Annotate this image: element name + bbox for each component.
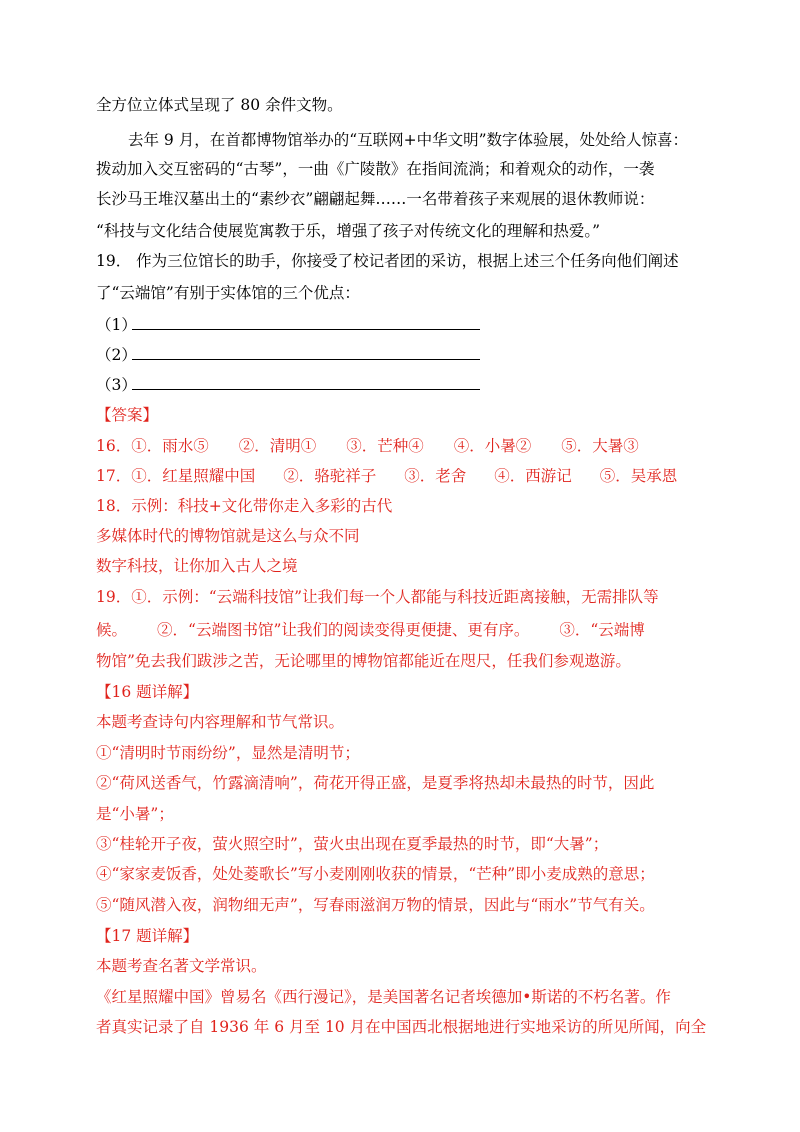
detail-17-intro: 本题考查名著文学常识。	[96, 957, 267, 975]
detail-17-line: 者真实记录了自 1936 年 6 月至 10 月在中国西北根据地进行实地采访的所见所闻，向全	[96, 1018, 707, 1036]
answer-item: 16．①．雨水⑤	[96, 437, 209, 455]
answer-19-line: 物馆”免去我们跋涉之苦，无论哪里的博物馆都能近在咫尺，任我们参观遨游。	[96, 652, 631, 670]
answer-blank	[96, 375, 480, 395]
answer-blank	[96, 315, 480, 335]
text-line: 去年 9 月，在首都博物馆举办的“互联网+中华文明”数字体验展，处处给人惊喜：	[128, 131, 689, 149]
answer-18-line: 数字科技，让你加入古人之境	[96, 557, 298, 575]
detail-17-header: 【17 题详解】	[96, 927, 199, 945]
answer-blank	[96, 345, 480, 365]
answer-item: ⑤．吴承恩	[599, 467, 678, 485]
detail-16-intro: 本题考查诗句内容理解和节气常识。	[96, 713, 345, 731]
answer-fragment: ②．“云端图书馆”让我们的阅读变得更便捷、更有序。	[157, 621, 530, 639]
detail-16-line: ③“桂轮开子夜，萤火照空时”，萤火虫出现在夏季最热的时节，即“大暑”；	[96, 835, 609, 853]
blank-number: （2）	[96, 346, 137, 364]
answer-item: ②．骆驼祥子	[283, 467, 377, 485]
answer-19: 19．①．示例：“云端科技馆”让我们每一个人都能与科技近距离接触，无需排队等	[96, 588, 659, 606]
answer-item: ③．老舍	[404, 467, 467, 485]
blank-line	[132, 375, 480, 390]
detail-16-line: ⑤“随风潜入夜，润物细无声”，写春雨滋润万物的情景，因此与“雨水”节气有关。	[96, 896, 655, 914]
answer-fragment: 候。	[96, 621, 128, 639]
answer-18: 18．示例：科技+文化带你走入多彩的古代	[96, 497, 393, 515]
text-line: “科技与文化结合使展览寓教于乐，增强了孩子对传统文化的理解和热爱。”	[96, 222, 601, 240]
answer-item: 17．①．红星照耀中国	[96, 467, 256, 485]
blank-line	[132, 345, 480, 360]
answer-item: ③．芒种④	[346, 437, 424, 455]
detail-17-line: 《红星照耀中国》曾易名《西行漫记》，是美国著名记者埃德加•斯诺的不朽名著。作	[96, 988, 671, 1006]
question-19: 19． 作为三位馆长的助手，你接受了校记者团的采访，根据上述三个任务向他们阐述	[96, 252, 679, 270]
blank-line	[132, 315, 480, 330]
answer-17	[96, 466, 677, 486]
blank-number: （3）	[96, 376, 137, 394]
answer-item: ②．清明①	[238, 437, 317, 455]
answer-item: ⑤．大暑③	[561, 437, 639, 455]
blank-number: （1）	[96, 316, 137, 334]
text-line: 长沙马王堆汉墓出土的“素纱衣”翩翩起舞……一名带着孩子来观展的退休教师说：	[96, 190, 655, 208]
answer-item: ④．西游记	[494, 467, 572, 485]
detail-16-line: ②“荷风送香气，竹露滴清响”，荷花开得正盛，是夏季将热却未最热的时节，因此	[96, 774, 655, 792]
text-line: 了“云端馆”有别于实体馆的三个优点：	[96, 284, 360, 302]
detail-16-line: ④“家家麦饭香，处处菱歌长”写小麦刚刚收获的情景，“芒种”即小麦成熟的意思；	[96, 865, 655, 883]
text-line: 拨动加入交互密码的“古琴”，一曲《广陵散》在指间流淌；和着观众的动作，一袭	[96, 160, 655, 178]
detail-16-line: 是“小暑”；	[96, 805, 174, 823]
answer-item: ④．小暑②	[453, 437, 532, 455]
answer-16	[96, 436, 639, 456]
text-line: 全方位立体式呈现了 80 余件文物。	[96, 96, 343, 114]
answer-fragment: ③．“云端博	[559, 621, 645, 639]
answer-header: 【答案】	[96, 406, 159, 424]
detail-16-header: 【16 题详解】	[96, 683, 199, 701]
answer-18-line: 多媒体时代的博物馆就是这么与众不同	[96, 527, 360, 545]
answer-19-line	[96, 620, 645, 640]
detail-16-line: ①“清明时节雨纷纷”，显然是清明节；	[96, 744, 360, 762]
